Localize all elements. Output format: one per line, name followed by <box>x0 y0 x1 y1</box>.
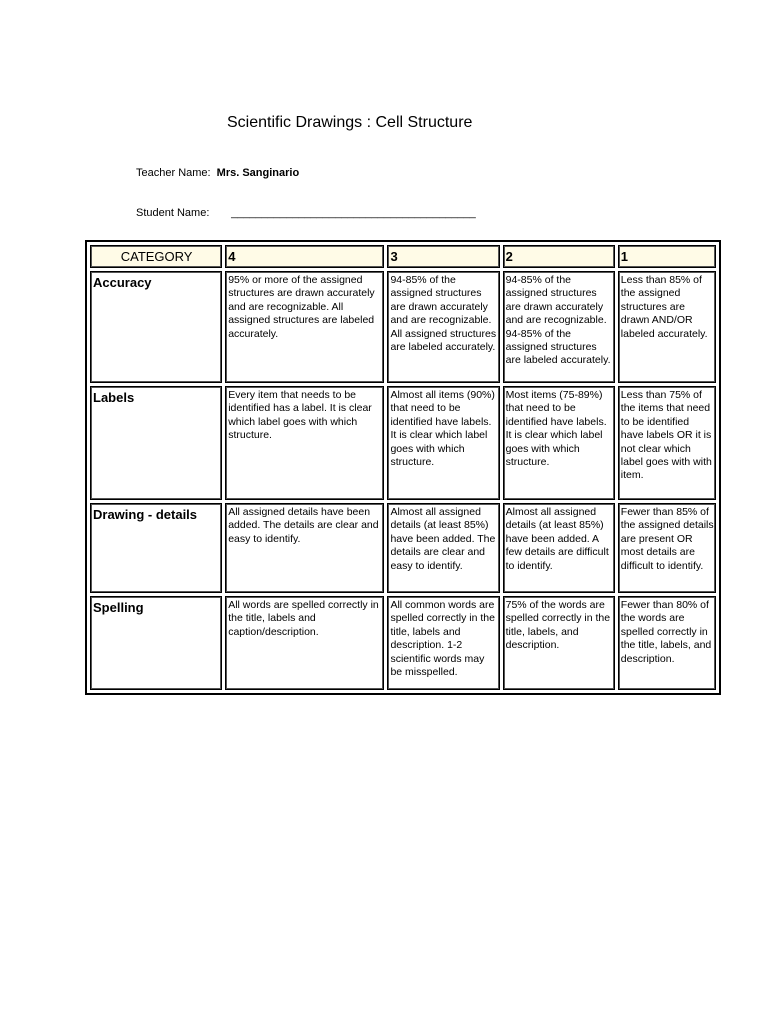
criteria-cell: Almost all assigned details (at least 85%) have been added. A few details are difficult to identify. <box>503 503 615 593</box>
criteria-cell: All common words are spelled correctly in the title, labels and description. 1-2 scientific words may be misspelled. <box>387 596 499 690</box>
row-category: Accuracy <box>90 271 222 383</box>
criteria-cell: Fewer than 85% of the assigned details are present OR most details are difficult to identify. <box>618 503 716 593</box>
rubric-row-spelling <box>90 596 716 690</box>
header-score-3: 3 <box>387 245 499 268</box>
criteria-cell: 95% or more of the assigned structures are drawn accurately and are recognizable. All assigned structures are labeled accurately. <box>225 271 384 383</box>
row-category: Spelling <box>90 596 222 690</box>
criteria-cell: Less than 85% of the assigned structures are drawn AND/OR labeled accurately. <box>618 271 716 383</box>
student-name-label: Student Name: <box>136 207 210 219</box>
header-score-1: 1 <box>618 245 716 268</box>
criteria-cell: Less than 75% of the items that need to be identified have labels OR it is not clear which label goes with with item. <box>618 386 716 500</box>
document-title: Scientific Drawings : Cell Structure <box>227 114 473 131</box>
row-category: Drawing - details <box>90 503 222 593</box>
criteria-cell: Almost all assigned details (at least 85%) have been added. The details are clear and easy to identify. <box>387 503 499 593</box>
row-category: Labels <box>90 386 222 500</box>
rubric-table <box>85 240 721 695</box>
rubric-row-accuracy <box>90 271 716 383</box>
teacher-name-line <box>136 167 299 179</box>
criteria-cell: Fewer than 80% of the words are spelled correctly in the title, labels, and description. <box>618 596 716 690</box>
criteria-cell: 75% of the words are spelled correctly in the title, labels, and description. <box>503 596 615 690</box>
student-name-blank: ________________________________________ <box>231 207 476 219</box>
criteria-cell: Every item that needs to be identified has a label. It is clear which label goes with which structure. <box>225 386 384 500</box>
rubric-row-drawing-details <box>90 503 716 593</box>
criteria-cell: All words are spelled correctly in the title, labels and caption/description. <box>225 596 384 690</box>
criteria-cell: 94-85% of the assigned structures are drawn accurately and are recognizable. All assigned structures are labeled accurately. <box>387 271 499 383</box>
criteria-cell: 94-85% of the assigned structures are drawn accurately and are recognizable. 94-85% of the assigned structures are labeled accurately. <box>503 271 615 383</box>
teacher-name-label: Teacher Name: <box>136 167 211 179</box>
header-category: CATEGORY <box>90 245 222 268</box>
header-score-2: 2 <box>503 245 615 268</box>
rubric-header-row <box>90 245 716 268</box>
rubric-row-labels <box>90 386 716 500</box>
criteria-cell: Most items (75-89%) that need to be identified have labels. It is clear which label goes with which structure. <box>503 386 615 500</box>
teacher-name-value: Mrs. Sanginario <box>216 167 300 179</box>
student-name-line <box>136 207 476 219</box>
criteria-cell: All assigned details have been added. The details are clear and easy to identify. <box>225 503 384 593</box>
criteria-cell: Almost all items (90%) that need to be identified have labels. It is clear which label goes with which structure. <box>387 386 499 500</box>
header-score-4: 4 <box>225 245 384 268</box>
